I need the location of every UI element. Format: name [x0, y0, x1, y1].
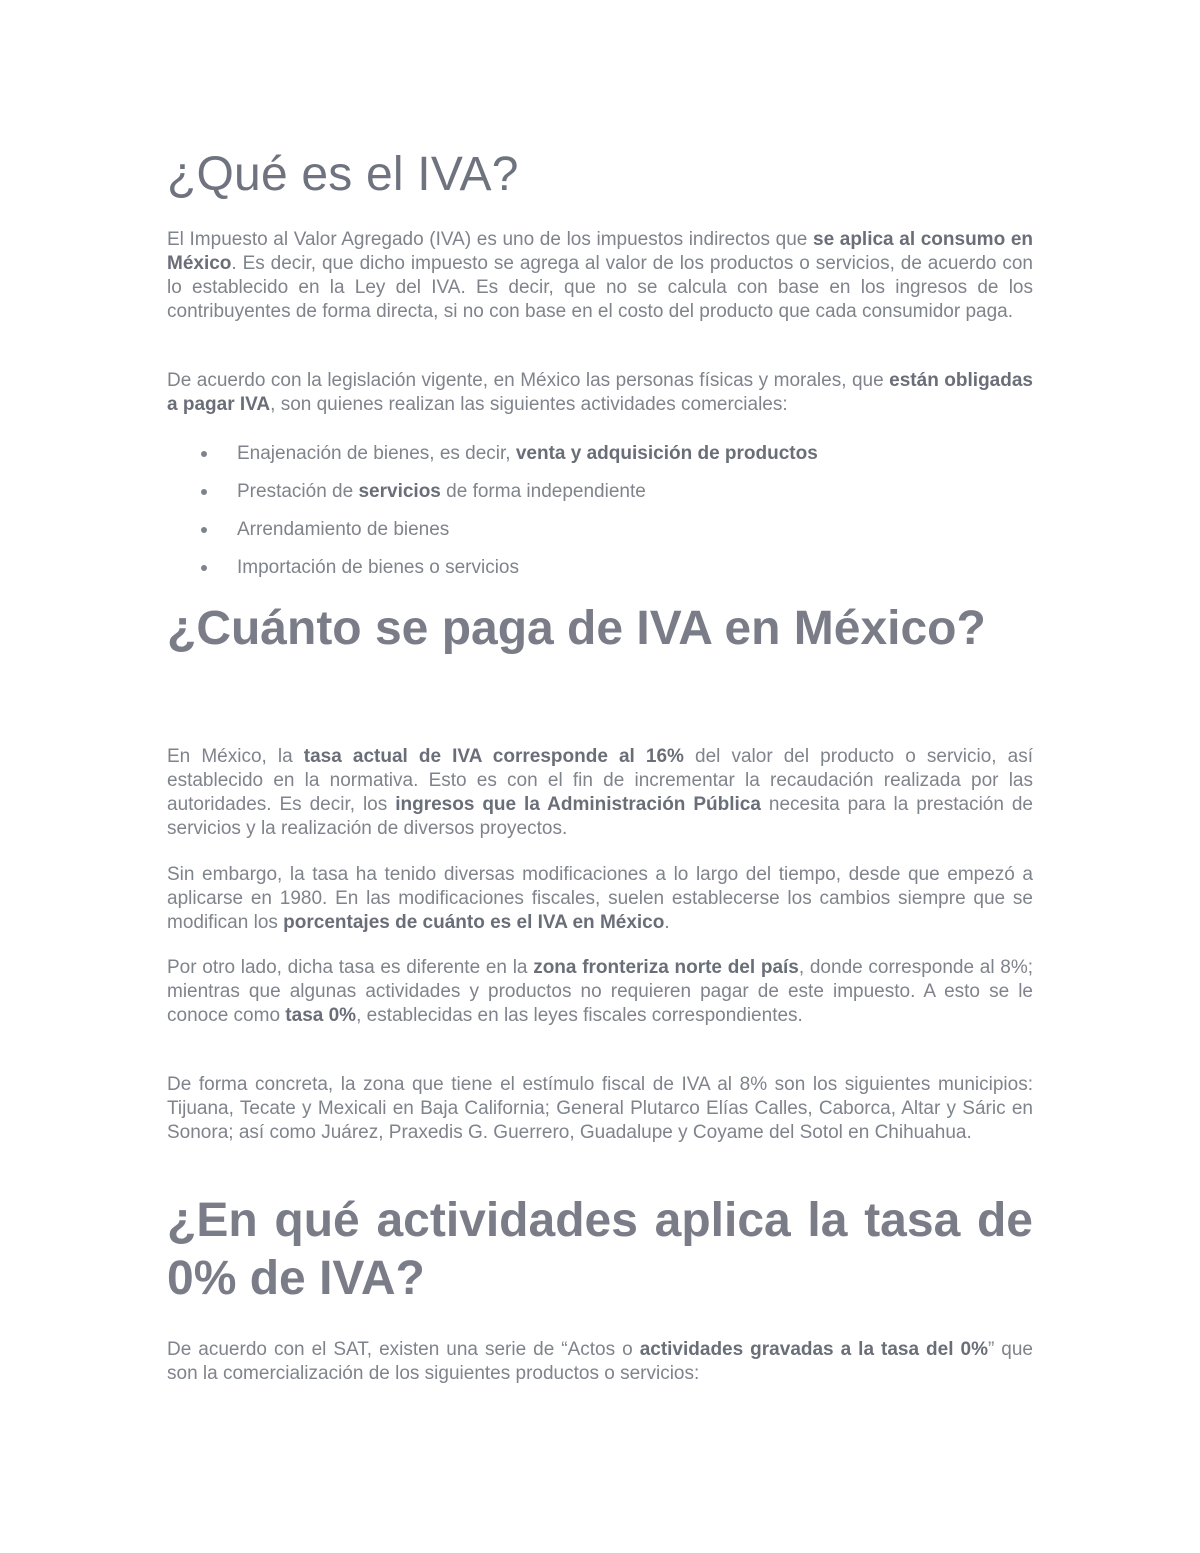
bold-run: venta y adquisición de productos: [515, 443, 818, 464]
text-run: . Es decir, que dicho impuesto se agrega al valor de los productos o servicios, de acuerdo con lo establecido en la Ley del IVA. Es decir, que no se calcula con base en los ingresos de los contribuyentes de forma directa, si no con base en el costo del producto que cada consumidor paga.: [167, 253, 1033, 322]
bold-run: están obligadas a pagar IVA: [167, 370, 1033, 415]
text-run: , donde corresponde al 8%; mientras que algunas actividades y productos no requieren pagar de este impuesto. A esto se le conoce como: [167, 957, 1033, 1026]
bold-run: actividades gravadas a la tasa del 0%: [639, 1339, 988, 1360]
list-item: [167, 442, 1033, 466]
paragraph-tasa-actual: [167, 745, 1033, 841]
bold-run: tasa actual de IVA corresponde al 16%: [303, 746, 684, 767]
paragraph-sat-actos: [167, 1338, 1033, 1386]
bullet-icon: [201, 527, 207, 533]
text-run: , son quienes realizan las siguientes actividades comerciales:: [270, 394, 788, 415]
paragraph-zona-fronteriza: [167, 956, 1033, 1028]
bold-run: servicios: [358, 481, 441, 502]
text-run: Sin embargo, la tasa ha tenido diversas modificaciones a lo largo del tiempo, desde que empezó a aplicarse en 1980. En las modificaciones fiscales, suelen establecerse los cambios siempre que se modifican los: [167, 864, 1033, 933]
text-run: El Impuesto al Valor Agregado (IVA) es uno de los impuestos indirectos que: [167, 229, 813, 250]
heading-tasa-cero: ¿En qué actividades aplica la tasa de 0% de IVA?: [167, 1194, 1033, 1305]
text-run: necesita para la prestación de servicios y la realización de diversos proyectos.: [167, 794, 1033, 839]
text-run: Por otro lado, dicha tasa es diferente en la: [167, 957, 534, 978]
text-run: de forma independiente: [440, 481, 646, 502]
text-run: , establecidas en las leyes fiscales correspondientes.: [356, 1005, 803, 1026]
text-run: Prestación de: [237, 481, 359, 502]
text-run: De acuerdo con el SAT, existen una serie de “Actos o: [167, 1339, 640, 1360]
bold-run: ingresos que la Administración Pública: [395, 794, 761, 815]
text-run: ” que son la comercialización de los siguientes productos o servicios:: [167, 1339, 1033, 1384]
text-run: Enajenación de bienes, es decir,: [237, 443, 516, 464]
text-run: De acuerdo con la legislación vigente, en México las personas físicas y morales, que: [167, 370, 890, 391]
bullet-icon: [201, 489, 207, 495]
list-item: [167, 518, 1033, 542]
list-item: [167, 556, 1033, 580]
text-run: En México, la: [167, 746, 304, 767]
paragraph-definicion-iva: [167, 228, 1033, 324]
activities-list: [167, 442, 1033, 594]
bold-run: se aplica al consumo en México: [167, 229, 1033, 274]
bullet-icon: [201, 565, 207, 571]
bold-run: porcentajes de cuánto es el IVA en México: [283, 912, 665, 933]
paragraph-municipios: [167, 1073, 1033, 1145]
text-run: Importación de bienes o servicios: [237, 557, 519, 578]
bold-run: tasa 0%: [285, 1005, 357, 1026]
text-run: .: [664, 912, 670, 933]
text-run: del valor del producto o servicio, así establecido en la normativa. Esto es con el fin de incrementar la recaudación realizada por las autoridades. Es decir, los: [167, 746, 1033, 815]
heading-que-es-iva: ¿Qué es el IVA?: [167, 148, 519, 201]
text-run: De forma concreta, la zona que tiene el estímulo fiscal de IVA al 8% son los siguientes municipios: Tijuana, Tecate y Mexicali en Baja California; General Plutarco Elías Calles, Caborca, Altar y Sáric en Sonora; así como Juárez, Praxedis G. Guerrero, Guadalupe y Coyame del Sotol en Chihuahua.: [167, 1074, 1033, 1143]
list-item: [167, 480, 1033, 504]
bullet-icon: [201, 451, 207, 457]
text-run: Arrendamiento de bienes: [237, 519, 450, 540]
paragraph-obligados: [167, 369, 1033, 417]
heading-cuanto-se-paga: ¿Cuánto se paga de IVA en México?: [167, 602, 986, 655]
paragraph-modificaciones: [167, 863, 1033, 935]
bold-run: zona fronteriza norte del país: [533, 957, 799, 978]
